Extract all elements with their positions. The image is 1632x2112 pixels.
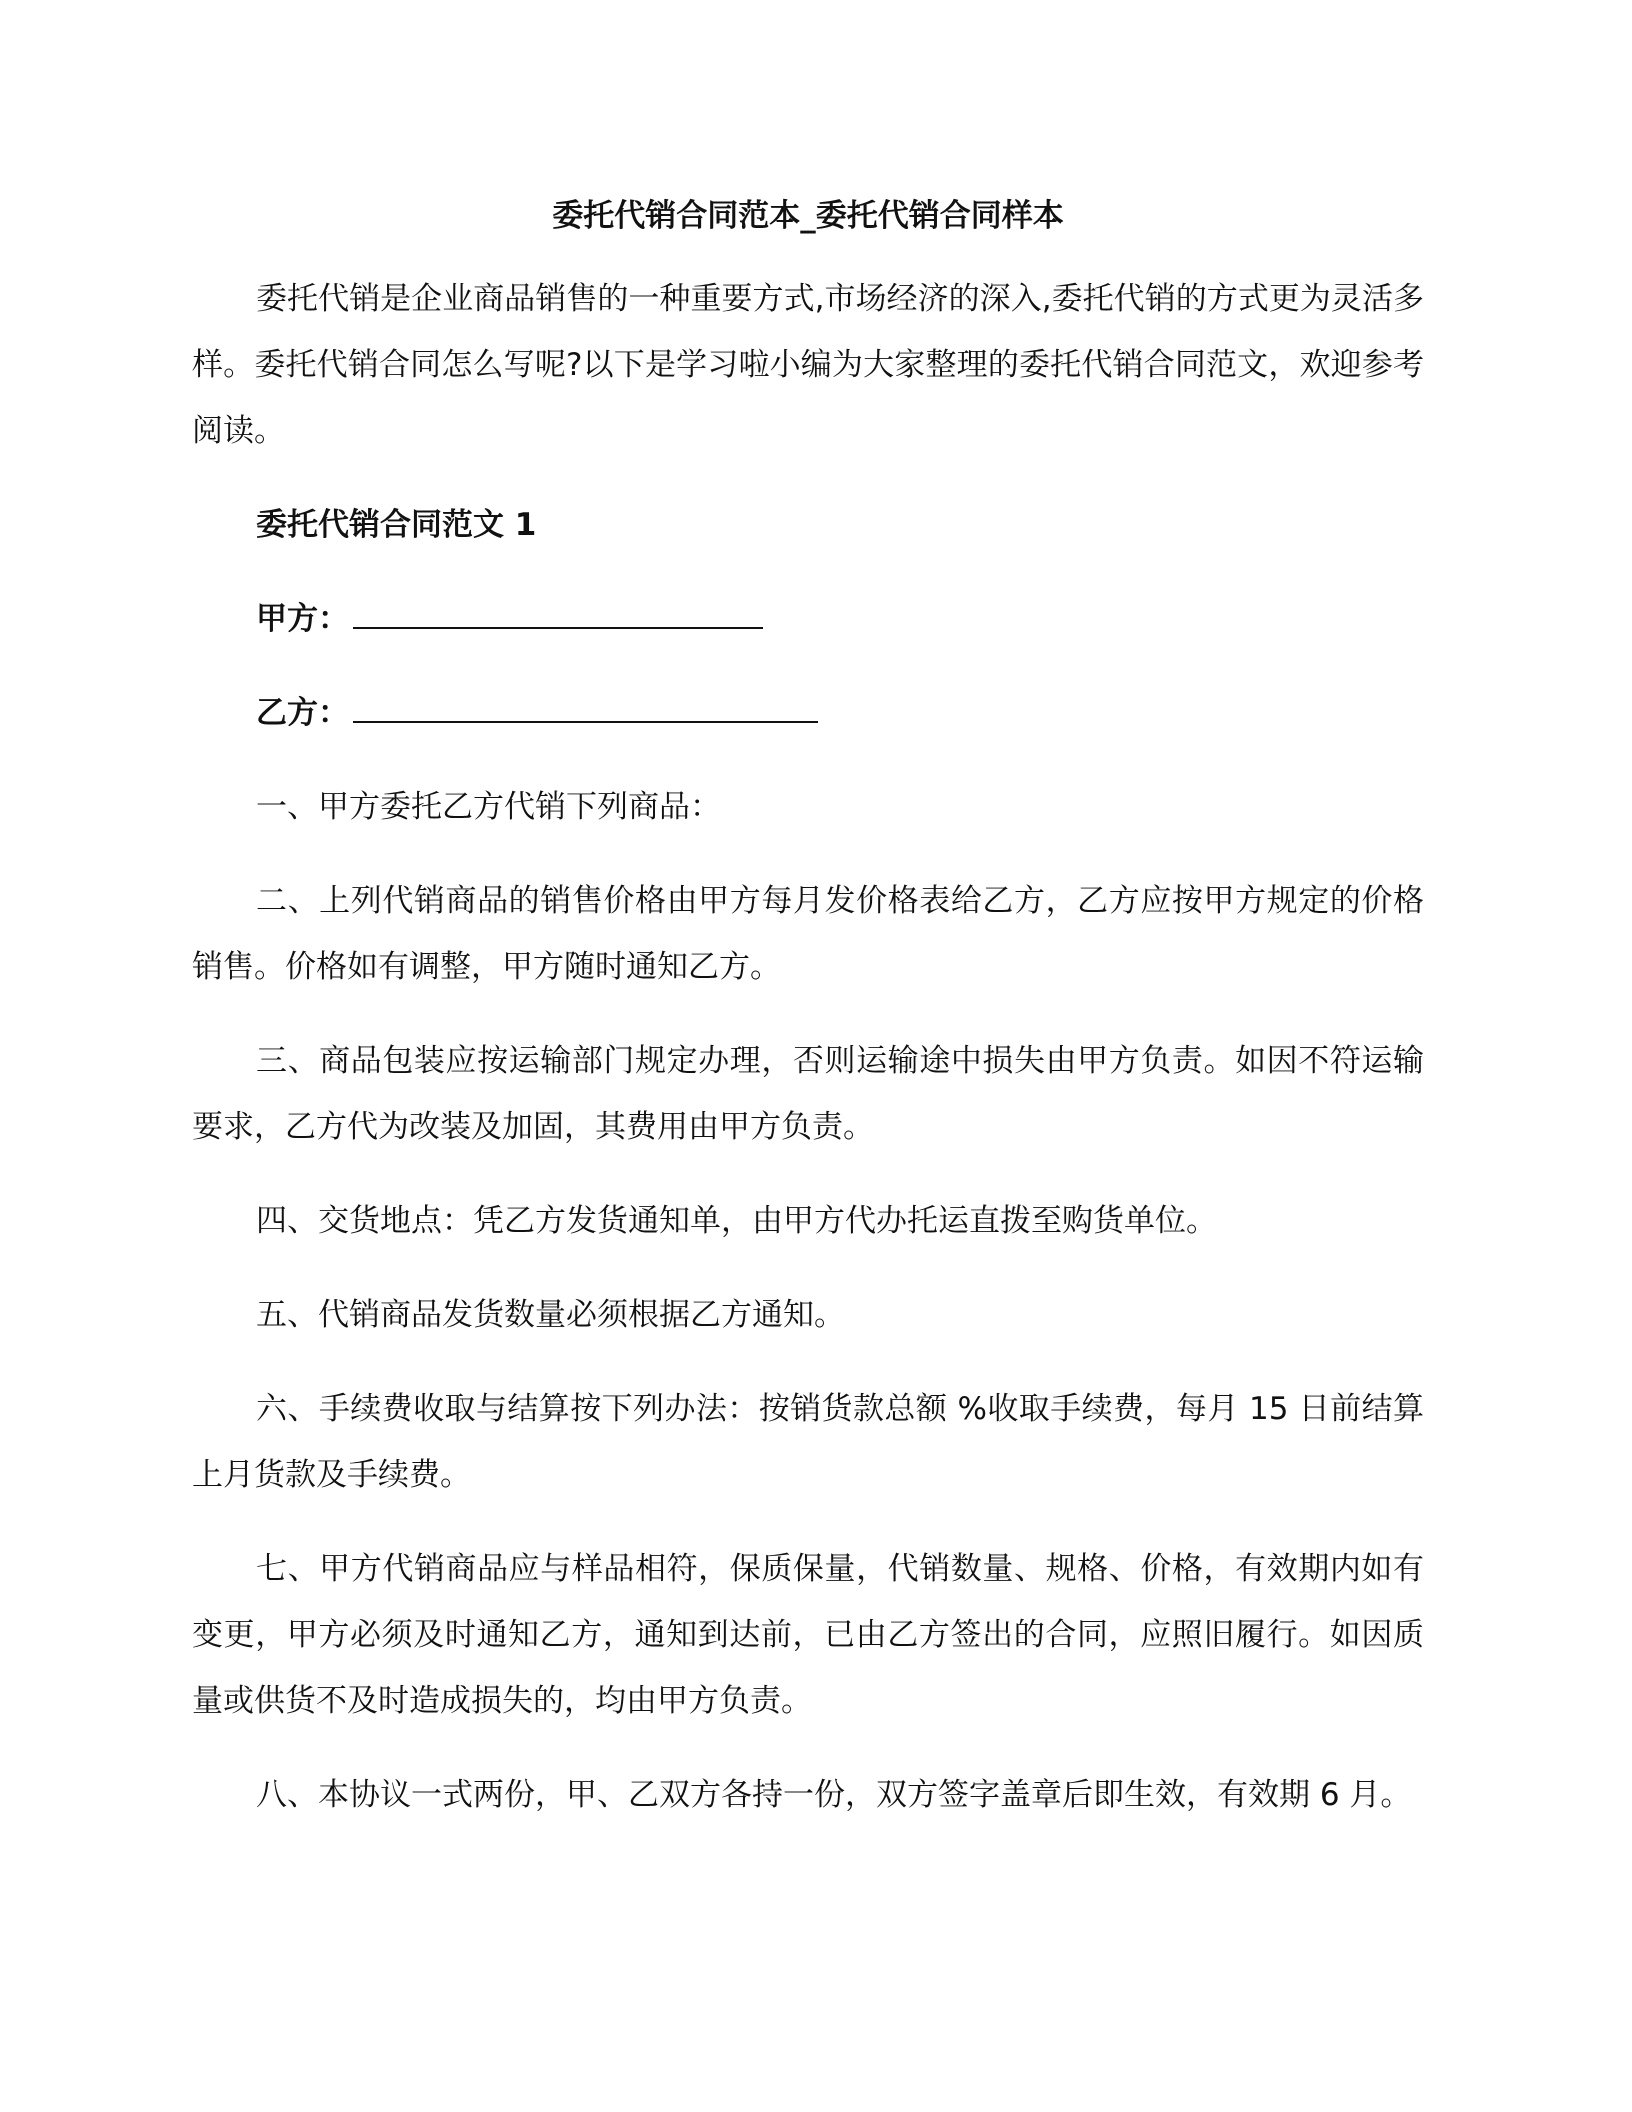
party-a-line (192, 586, 1424, 652)
party-a-blank (353, 597, 763, 629)
clause-8: 八、本协议一式两份，甲、乙双方各持一份，双方签字盖章后即生效，有效期 6 月。 (256, 1777, 1412, 1813)
party-b-line (192, 680, 1424, 746)
document-title: 委托代销合同范本_委托代销合同样本 (552, 198, 1064, 234)
clause-3: 三、商品包装应按运输部门规定办理，否则运输途中损失由甲方负责。如因不符运输要求，乙方代为改装及加固，其费用由甲方负责。 (192, 1043, 1424, 1145)
party-b-label: 乙方： (256, 695, 349, 731)
clause-4: 四、交货地点：凭乙方发货通知单，由甲方代办托运直拨至购货单位。 (256, 1203, 1217, 1239)
clause-6: 六、手续费收取与结算按下列办法：按销货款总额 %收取手续费，每月 15 日前结算上月货款及手续费。 (192, 1391, 1424, 1493)
clause-5: 五、代销商品发货数量必须根据乙方通知。 (256, 1297, 845, 1333)
document-body (192, 196, 1424, 1856)
clause-2: 二、上列代销商品的销售价格由甲方每月发价格表给乙方，乙方应按甲方规定的价格销售。价格如有调整，甲方随时通知乙方。 (192, 883, 1424, 985)
party-b-blank (353, 691, 818, 723)
section-heading: 委托代销合同范文 1 (256, 507, 537, 543)
clause-1: 一、甲方委托乙方代销下列商品： (256, 789, 721, 825)
clause-7: 七、甲方代销商品应与样品相符，保质保量，代销数量、规格、价格，有效期内如有变更，甲方必须及时通知乙方，通知到达前，已由乙方签出的合同，应照旧履行。如因质量或供货不及时造成损失的，均由甲方负责。 (192, 1551, 1424, 1719)
intro-paragraph: 委托代销是企业商品销售的一种重要方式,市场经济的深入,委托代销的方式更为灵活多样。委托代销合同怎么写呢?以下是学习啦小编为大家整理的委托代销合同范文，欢迎参考阅读。 (192, 281, 1424, 449)
party-a-label: 甲方： (256, 601, 349, 637)
